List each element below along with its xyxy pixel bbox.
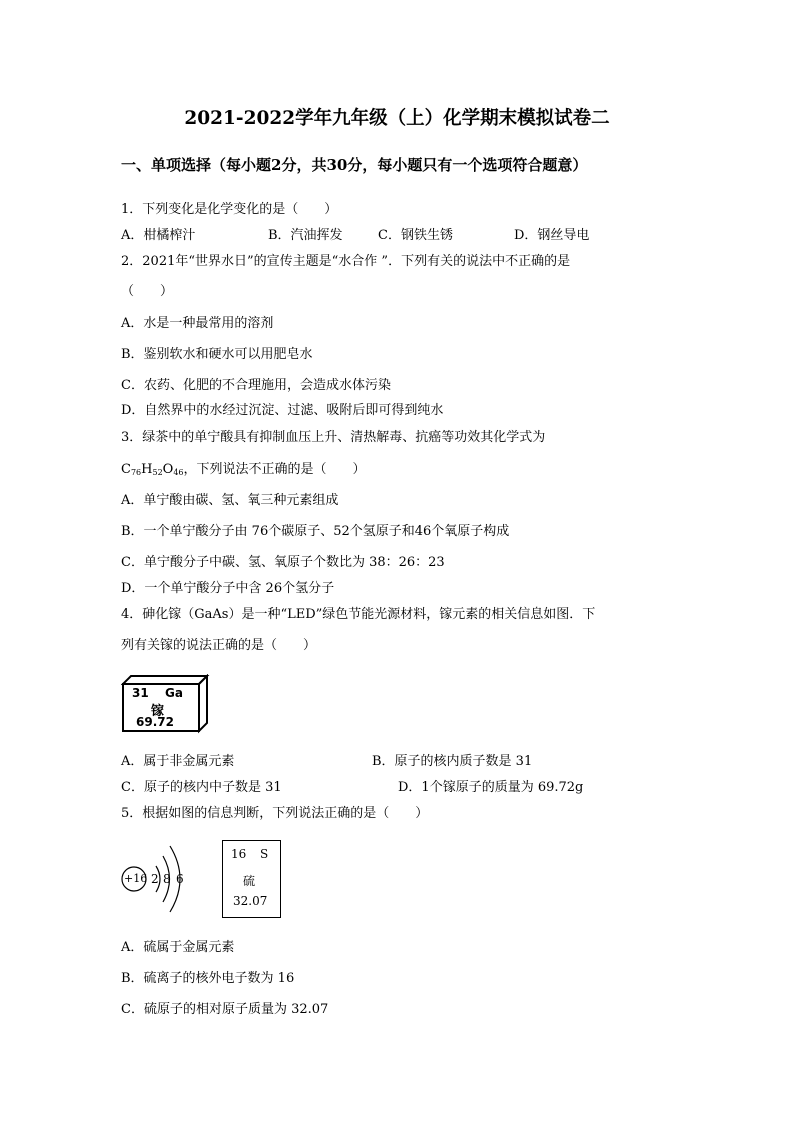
- question-1-stem: 1．下列变化是化学变化的是（ ）: [121, 202, 338, 217]
- formula-h: H: [141, 462, 153, 477]
- q1-option-c: C．钢铁生锈: [378, 228, 453, 243]
- q2-option-a: A．水是一种最常用的溶剂: [121, 316, 274, 331]
- q3-option-c: C．单宁酸分子中碳、氢、氧原子个数比为 38：26：23: [121, 555, 445, 570]
- shell-2-electrons: 8: [163, 872, 171, 886]
- sulfur-number: 16: [231, 847, 247, 861]
- q2-option-b: B．鉴别软水和硬水可以用肥皂水: [121, 347, 313, 362]
- question-3-formula-line: [121, 458, 366, 477]
- sulfur-atom-structure-diagram: [118, 836, 198, 922]
- sulfur-mass: 32.07: [233, 894, 268, 908]
- q1-option-d: D．钢丝导电: [514, 228, 590, 243]
- formula-c-sub: 76: [130, 468, 142, 477]
- q2-option-d: D．自然界中的水经过沉淀、过滤、吸附后即可得到纯水: [121, 403, 444, 418]
- q4-option-d: D．1个镓原子的质量为 69.72g: [398, 780, 584, 795]
- q5-option-a: A．硫属于金属元素: [121, 940, 235, 955]
- formula-c: C: [121, 462, 131, 477]
- q4-option-c: C．原子的核内中子数是 31: [121, 780, 282, 795]
- gallium-mass: 69.72: [136, 715, 174, 729]
- q5-option-b: B．硫离子的核外电子数为 16: [121, 971, 295, 986]
- question-5-stem: 5．根据如图的信息判断，下列说法正确的是（ ）: [121, 806, 429, 821]
- question-2-paren: （ ）: [121, 284, 174, 299]
- formula-o: O: [162, 462, 174, 477]
- question-3-stem-tail: ，下列说法不正确的是（ ）: [183, 462, 366, 477]
- gallium-number: 31: [132, 686, 149, 700]
- q1-option-b: B．汽油挥发: [268, 228, 343, 243]
- shell-3-electrons: 6: [176, 872, 184, 886]
- gallium-name: 镓: [151, 704, 165, 719]
- question-3-stem: 3．绿茶中的单宁酸具有抑制血压上升、清热解毒、抗癌等功效其化学式为: [121, 430, 546, 445]
- sulfur-name: 硫: [243, 874, 256, 888]
- sulfur-element-card: [222, 840, 281, 918]
- q4-option-a: A．属于非金属元素: [121, 754, 235, 769]
- q3-option-a: A．单宁酸由碳、氢、氧三种元素组成: [121, 493, 339, 508]
- q3-option-b: B．一个单宁酸分子由 76个碳原子、52个氢原子和46个氧原子构成: [121, 524, 510, 539]
- gallium-element-card: [121, 674, 211, 734]
- sulfur-symbol: S: [260, 847, 269, 861]
- nucleus-charge: +16: [124, 872, 148, 885]
- q1-option-a: A．柑橘榨汁: [121, 228, 196, 243]
- question-4-stem-line2: 列有关镓的说法正确的是（ ）: [121, 638, 317, 653]
- q4-option-b: B．原子的核内质子数是 31: [372, 754, 533, 769]
- q3-option-d: D．一个单宁酸分子中含 26个氢分子: [121, 581, 335, 596]
- question-4-stem: 4．砷化镓（GaAs）是一种“LED”绿色节能光源材料，镓元素的相关信息如图．下: [121, 607, 596, 622]
- formula-h-sub: 52: [152, 468, 163, 477]
- page-title: 2021-2022学年九年级（上）化学期末模拟试卷二: [184, 108, 610, 129]
- q5-option-c: C．硫原子的相对原子质量为 32.07: [121, 1002, 329, 1017]
- section-heading: 一、单项选择（每小题2分，共30分，每小题只有一个选项符合题意）: [121, 156, 588, 174]
- gallium-symbol: Ga: [165, 686, 183, 700]
- q2-option-c: C．农药、化肥的不合理施用，会造成水体污染: [121, 378, 391, 393]
- formula-o-sub: 46: [173, 468, 184, 477]
- question-2-stem: 2．2021年“世界水日”的宣传主题是“水合作 ”．下列有关的说法中不正确的是: [121, 254, 571, 269]
- shell-1-electrons: 2: [151, 872, 159, 886]
